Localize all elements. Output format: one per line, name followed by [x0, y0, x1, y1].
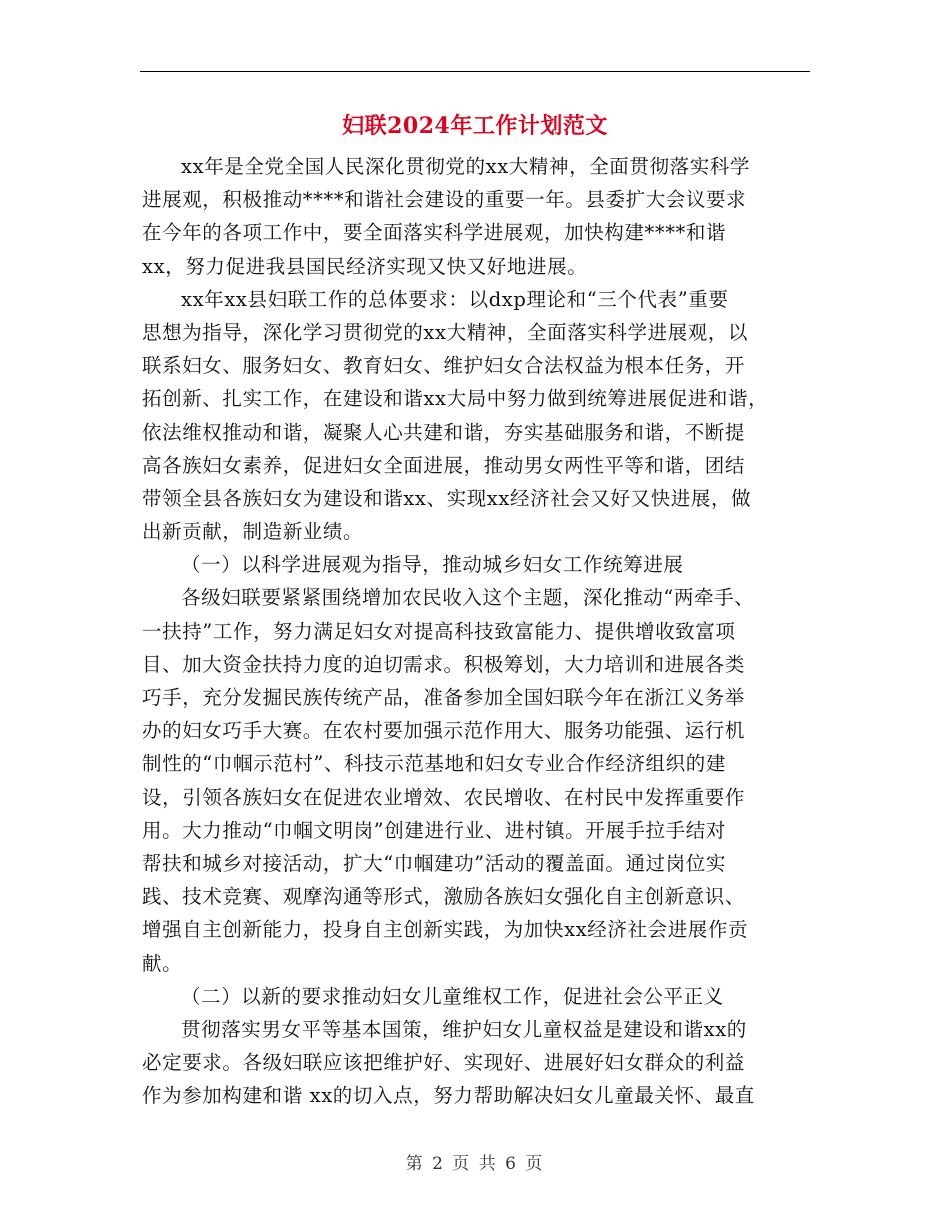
paragraph-line: xx年xx县妇联工作的总体要求：以dxp理论和“三个代表”重要 — [181, 287, 729, 311]
paragraph-line: 高各族妇女素养，促进妇女全面进展，推动男女两性平等和谐，团结 — [142, 453, 746, 477]
section-heading: （一）以科学进展观为指导，推动城乡妇女工作统筹进展 — [181, 553, 684, 577]
paragraph-line: 带领全县各族妇女为建设和谐xx、实现xx经济社会又好又快进展，做 — [142, 486, 752, 510]
paragraph-line: 贯彻落实男女平等基本国策，维护妇女儿童权益是建设和谐xx的 — [181, 1017, 747, 1041]
paragraph-line: 巧手，充分发掘民族传统产品，准备参加全国妇联今年在浙江义务举 — [142, 686, 746, 709]
document-title: 妇联2024年工作计划范文 — [342, 113, 608, 139]
header-rule — [140, 71, 810, 72]
paragraph-line: 进展观，积极推动****和谐社会建设的重要一年。县委扩大会议要求 — [142, 188, 747, 212]
paragraph-line: 一扶持”工作，努力满足妇女对提高科技致富能力、提供增收致富项 — [142, 619, 736, 643]
paragraph-line: 目、加大资金扶持力度的迫切需求。积极筹划，大力培训和进展各类 — [142, 652, 746, 676]
paragraph-line: 用。大力推动“巾帼文明岗”创建进行业、进村镇。开展手拉手结对 — [142, 818, 726, 842]
paragraph-line: 联系妇女、服务妇女、教育妇女、维护妇女合法权益为根本任务，开 — [142, 354, 746, 378]
paragraph-line: xx，努力促进我县国民经济实现又快又好地进展。 — [142, 254, 588, 278]
section-heading: （二）以新的要求推动妇女儿童维权工作，促进社会公平正义 — [181, 984, 724, 1008]
paragraph-line: 设，引领各族妇女在促进农业增效、农民增收、在村民中发挥重要作 — [142, 785, 746, 809]
paragraph-line: 作为参加构建和谐 xx的切入点，努力帮助解决妇女儿童最关怀、最直 — [142, 1084, 755, 1108]
paragraph-line: 依法维权推动和谐，凝聚人心共建和谐，夯实基础服务和谐，不断提 — [142, 420, 746, 444]
paragraph-line: xx年是全党全国人民深化贯彻党的xx大精神，全面贯彻落实科学 — [181, 155, 750, 178]
paragraph-line: 出新贡献，制造新业绩。 — [142, 520, 364, 544]
paragraph-line: 各级妇联要紧紧围绕增加农民收入这个主题，深化推动“两牵手、 — [181, 586, 755, 610]
paragraph-line: 拓创新、扎实工作，在建设和谐xx大局中努力做到统筹进展促进和谐， — [142, 387, 769, 411]
paragraph-line: 办的妇女巧手大赛。在农村要加强示范作用大、服务功能强、运行机 — [142, 719, 746, 743]
paragraph-line: 思想为指导，深化学习贯彻党的xx大精神，全面落实科学进展观，以 — [142, 320, 749, 344]
document-body — [142, 150, 812, 1112]
paragraph-line: 增强自主创新能力，投身自主创新实践，为加快xx经济社会进展作贡 — [142, 918, 749, 942]
paragraph-line: 必定要求。各级妇联应该把维护好、实现好、进展好妇女群众的利益 — [142, 1051, 746, 1075]
paragraph-line: 在今年的各项工作中，要全面落实科学进展观，加快构建****和谐 — [142, 221, 727, 245]
paragraph-line: 帮扶和城乡对接活动，扩大“巾帼建功”活动的覆盖面。通过岗位实 — [142, 851, 726, 875]
page-number: 第 2 页 共 6 页 — [405, 1154, 545, 1174]
paragraph-line: 制性的“巾帼示范村”、科技示范基地和妇女专业合作经济组织的建 — [142, 752, 726, 776]
paragraph-line: 践、技术竞赛、观摩沟通等形式，激励各族妇女强化自主创新意识、 — [142, 885, 746, 909]
paragraph-line: 献。 — [142, 951, 183, 975]
